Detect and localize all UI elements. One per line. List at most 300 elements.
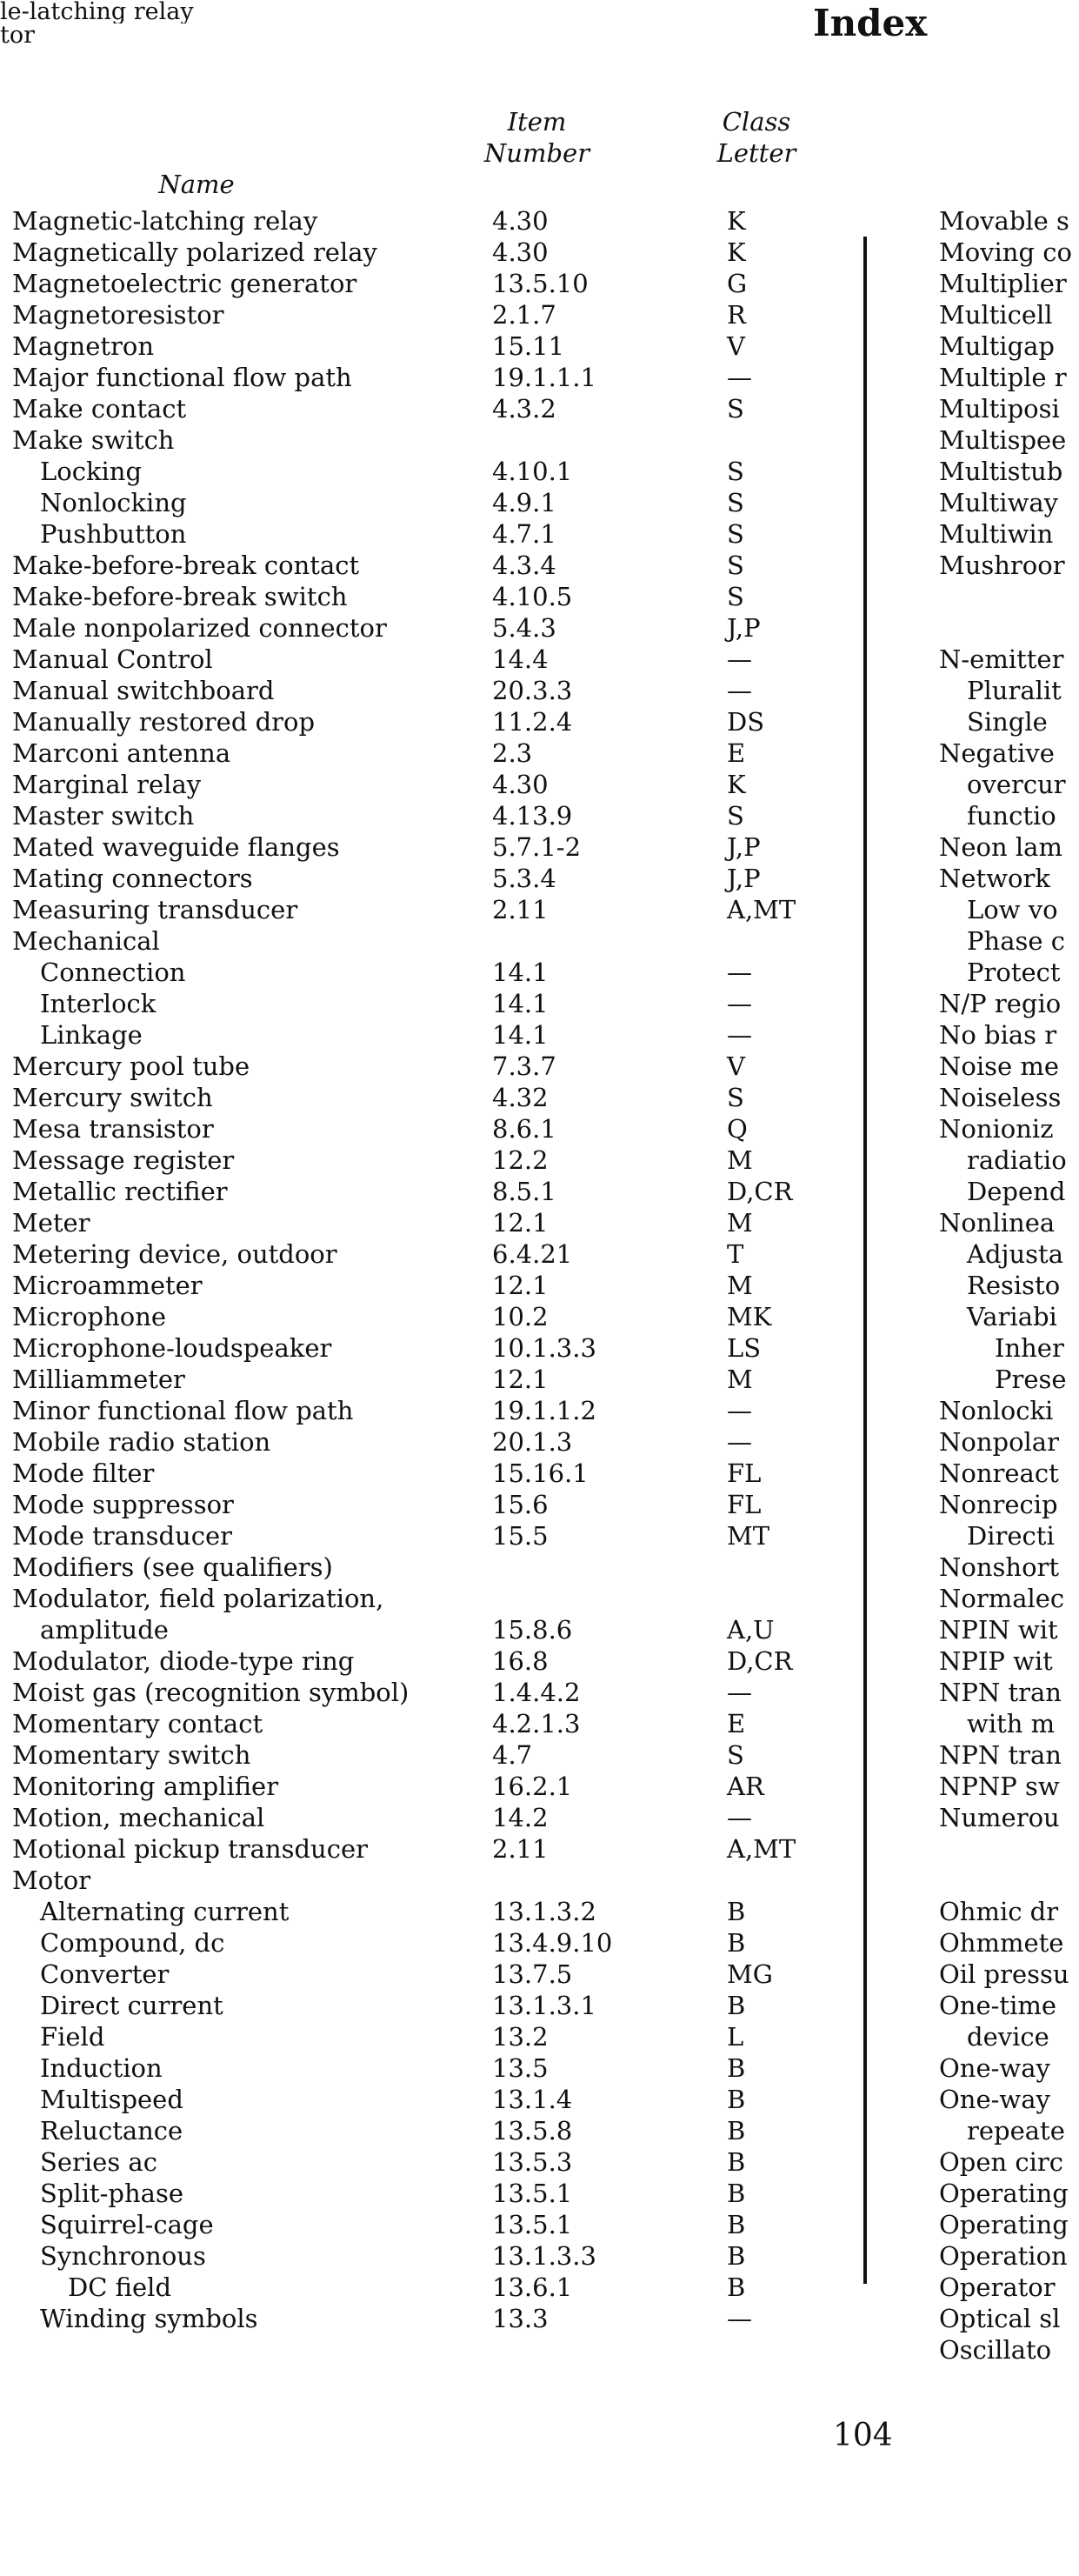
entry-class-letter: S <box>727 1740 744 1770</box>
right-index-entry <box>939 1927 1079 1959</box>
right-index-entry <box>939 894 1079 925</box>
entry-item-number: 16.2.1 <box>492 1772 573 1801</box>
entry-class-letter: — <box>727 1678 752 1707</box>
entry-name: Microphone-loudspeaker <box>12 1333 332 1363</box>
column-divider <box>863 237 867 2284</box>
right-entry-text: NPIP wit <box>939 1646 1053 1676</box>
right-entry-text: Multiwin <box>939 519 1054 549</box>
entry-item-number: 4.7 <box>492 1740 533 1770</box>
right-index-entry <box>939 988 1079 1019</box>
entry-class-letter: B <box>727 2116 746 2146</box>
right-entry-text: Operating <box>939 2210 1069 2239</box>
entry-name: Monitoring amplifier <box>12 1772 279 1801</box>
fragment-line-1: le-latching relay <box>0 0 194 23</box>
entry-name: Manually restored drop <box>12 707 316 737</box>
right-index-entry <box>939 1426 1079 1458</box>
entry-name: Momentary switch <box>12 1740 251 1770</box>
right-entry-text: Multistub <box>939 457 1063 486</box>
entry-class-letter: — <box>727 958 752 987</box>
right-entry-text: NPN tran <box>939 1740 1062 1770</box>
entry-name: Mating connectors <box>12 864 253 893</box>
right-entry-text: Optical sl <box>939 2304 1061 2333</box>
right-entry-text: Multiposi <box>939 394 1060 424</box>
right-index-entry <box>939 362 1079 393</box>
entry-class-letter: A,MT <box>727 1834 796 1864</box>
entry-name: Major functional flow path <box>12 363 352 392</box>
entry-item-number: 15.8.6 <box>492 1615 573 1645</box>
entry-class-letter: FL <box>727 1458 762 1488</box>
entry-name: Reluctance <box>40 2116 183 2146</box>
entry-class-letter: M <box>727 1145 753 1175</box>
right-index-entry <box>939 1207 1079 1238</box>
entry-class-letter: — <box>727 989 752 1018</box>
right-index-entry <box>939 1395 1079 1426</box>
entry-item-number: 4.30 <box>492 237 549 267</box>
right-index-entry <box>939 1332 1079 1364</box>
entry-item-number: 12.1 <box>492 1208 549 1238</box>
entry-name: Synchronous <box>40 2241 206 2271</box>
entry-class-letter: B <box>727 2241 746 2271</box>
right-index-entry <box>939 268 1079 299</box>
right-entry-text: Moving co <box>939 237 1072 267</box>
entry-item-number: 13.6.1 <box>492 2272 573 2302</box>
entry-name: Alternating current <box>40 1897 290 1926</box>
entry-item-number: 15.6 <box>492 1490 549 1519</box>
entry-name: Locking <box>40 457 143 486</box>
right-entry-text: NPNP sw <box>939 1772 1060 1801</box>
right-entry-text: Nonshort <box>939 1552 1060 1582</box>
right-entry-text: Operation <box>939 2241 1068 2271</box>
entry-item-number: 2.11 <box>492 1834 549 1864</box>
right-entry-text: NPN tran <box>939 1678 1062 1707</box>
entry-item-number: 10.1.3.3 <box>492 1333 596 1363</box>
right-index-entry <box>939 1552 1079 1583</box>
entry-class-letter: B <box>727 2272 746 2302</box>
entry-item-number: 5.3.4 <box>492 864 556 893</box>
entry-item-number: 14.1 <box>492 1020 549 1050</box>
right-entry-text: N/P regio <box>939 989 1062 1018</box>
right-index-entry <box>939 706 1079 737</box>
entry-name: Direct current <box>40 1991 223 2020</box>
right-entry-text: with m <box>967 1709 1056 1738</box>
entry-item-number: 5.4.3 <box>492 613 556 643</box>
right-entry-text: Oscillato <box>939 2335 1052 2365</box>
right-entry-text: Low vo <box>967 895 1058 924</box>
entry-name: Microammeter <box>12 1271 203 1300</box>
entry-name: Modifiers (see qualifiers) <box>12 1552 333 1582</box>
right-index-entry <box>939 1113 1079 1145</box>
right-entry-text: NPIN wit <box>939 1615 1058 1645</box>
right-index-entry <box>939 2303 1079 2334</box>
entry-name: Make contact <box>12 394 187 424</box>
entry-name: Multispeed <box>40 2085 183 2114</box>
entry-item-number: 4.30 <box>492 770 549 799</box>
entry-name: Marginal relay <box>12 770 202 799</box>
entry-item-number: 11.2.4 <box>492 707 573 737</box>
right-entry-text: One-way <box>939 2053 1050 2083</box>
entry-class-letter: Q <box>727 1114 748 1144</box>
entry-name: Series ac <box>40 2147 157 2177</box>
entry-class-letter: LS <box>727 1333 762 1363</box>
right-index-entry <box>939 1677 1079 1708</box>
right-entry-text: Numerou <box>939 1803 1060 1832</box>
right-index-entry <box>939 1301 1079 1332</box>
entry-item-number: 8.6.1 <box>492 1114 556 1144</box>
entry-name: Modulator, field polarization, <box>12 1584 384 1613</box>
page-number: 104 <box>833 2418 893 2453</box>
right-entry-text: radiatio <box>967 1145 1067 1175</box>
entry-name: Mesa transistor <box>12 1114 214 1144</box>
entry-name: Make switch <box>12 425 175 455</box>
right-index-entry <box>939 737 1079 769</box>
right-index-entry <box>939 675 1079 706</box>
right-index-entry <box>939 2115 1079 2146</box>
right-index-entry <box>939 330 1079 362</box>
right-index-entry <box>939 1270 1079 1301</box>
entry-item-number: 4.32 <box>492 1083 549 1112</box>
entry-name: Mercury pool tube <box>12 1051 250 1081</box>
right-entry-text: Depend <box>967 1177 1066 1206</box>
entry-name: Linkage <box>40 1020 143 1050</box>
right-entry-text: Prese <box>995 1365 1067 1394</box>
right-entry-text: Neon lam <box>939 832 1062 862</box>
entry-item-number: 13.4.9.10 <box>492 1928 613 1958</box>
right-index-entry <box>939 2146 1079 2178</box>
entry-item-number: 1.4.4.2 <box>492 1678 581 1707</box>
right-entry-text: N-emitter <box>939 644 1064 674</box>
entry-class-letter: A,MT <box>727 895 796 924</box>
entry-item-number: 8.5.1 <box>492 1177 556 1206</box>
entry-class-letter: E <box>727 738 746 768</box>
right-entry-text: Oil pressu <box>939 1959 1069 1989</box>
right-entry-text: Inher <box>995 1333 1064 1363</box>
right-index-entry <box>939 1802 1079 1833</box>
entry-class-letter: D,CR <box>727 1177 793 1206</box>
entry-class-letter: B <box>727 1928 746 1958</box>
entry-name: Field <box>40 2022 105 2052</box>
right-entry-text: Nonrecip <box>939 1490 1058 1519</box>
entry-class-letter: — <box>727 676 752 705</box>
header-name <box>0 137 393 200</box>
entry-item-number: 14.1 <box>492 989 549 1018</box>
right-entry-text: Operating <box>939 2179 1069 2208</box>
right-entry-text: Nonreact <box>939 1458 1059 1488</box>
entry-class-letter: V <box>727 1051 745 1081</box>
entry-class-letter: J,P <box>727 613 761 643</box>
right-index-entry <box>939 1614 1079 1645</box>
entry-class-letter: — <box>727 644 752 674</box>
entry-item-number: 7.3.7 <box>492 1051 556 1081</box>
right-index-entry <box>939 831 1079 863</box>
entry-class-letter: K <box>727 206 746 236</box>
entry-item-number: 13.5.1 <box>492 2179 573 2208</box>
entry-item-number: 13.2 <box>492 2022 549 2052</box>
entry-class-letter: A,U <box>727 1615 775 1645</box>
right-entry-text: Nonpolar <box>939 1427 1059 1457</box>
top-left-fragment <box>0 0 194 47</box>
right-entry-text: Mushroor <box>939 551 1065 580</box>
entry-item-number: 2.1.7 <box>492 300 556 330</box>
right-index-entry <box>939 1645 1079 1677</box>
right-index-entry <box>939 800 1079 831</box>
right-index-entry <box>939 1771 1079 1802</box>
right-entry-text: Multigap <box>939 331 1055 361</box>
entry-item-number: 4.30 <box>492 206 549 236</box>
entry-item-number: 13.1.3.1 <box>492 1991 596 2020</box>
entry-item-number: 16.8 <box>492 1646 549 1676</box>
right-entry-text: One-way <box>939 2085 1050 2114</box>
right-index-entry <box>939 550 1079 581</box>
entry-class-letter: B <box>727 2179 746 2208</box>
entry-item-number: 12.1 <box>492 1365 549 1394</box>
right-entry-text: Open circ <box>939 2147 1064 2177</box>
right-index-entry <box>939 2209 1079 2240</box>
entry-class-letter: AR <box>727 1772 764 1801</box>
entry-item-number: 15.16.1 <box>492 1458 589 1488</box>
right-entry-text: Ohmmete <box>939 1928 1064 1958</box>
entry-class-letter: S <box>727 801 744 831</box>
right-entry-text: device <box>967 2022 1049 2052</box>
index-right-column-cropped <box>939 205 1079 2366</box>
entry-item-number: 4.2.1.3 <box>492 1709 581 1738</box>
entry-item-number: 4.3.4 <box>492 551 556 580</box>
entry-name: Microphone <box>12 1302 167 1331</box>
entry-item-number: 13.5.10 <box>492 269 589 298</box>
right-index-entry <box>939 1019 1079 1051</box>
right-index-entry <box>939 644 1079 675</box>
right-entry-text: overcur <box>967 770 1066 799</box>
entry-item-number: 13.5.3 <box>492 2147 573 2177</box>
right-index-entry <box>939 925 1079 957</box>
entry-item-number: 12.1 <box>492 1271 549 1300</box>
header-item-number <box>465 106 609 169</box>
entry-name: Motion, mechanical <box>12 1803 265 1832</box>
entry-name: Mode filter <box>12 1458 155 1488</box>
header-item-line2: Number <box>483 138 590 168</box>
right-index-entry <box>939 487 1079 518</box>
entry-name: Manual Control <box>12 644 213 674</box>
entry-item-number: 14.4 <box>492 644 549 674</box>
right-entry-text: Protect <box>967 958 1061 987</box>
right-index-entry <box>939 205 1079 237</box>
entry-item-number: 13.5.1 <box>492 2210 573 2239</box>
entry-class-letter: L <box>727 2022 744 2052</box>
entry-class-letter: — <box>727 2304 752 2333</box>
entry-item-number: 13.7.5 <box>492 1959 573 1989</box>
right-index-entry <box>939 957 1079 988</box>
entry-class-letter: B <box>727 2147 746 2177</box>
entry-class-letter: S <box>727 457 744 486</box>
right-entry-text: Nonlinea <box>939 1208 1056 1238</box>
right-index-entry <box>939 1176 1079 1207</box>
entry-name: Mobile radio station <box>12 1427 271 1457</box>
entry-name: Magnetic-latching relay <box>12 206 318 236</box>
entry-name: Motional pickup transducer <box>12 1834 368 1864</box>
entry-item-number: 20.3.3 <box>492 676 573 705</box>
right-index-entry <box>939 1739 1079 1771</box>
entry-name: Mechanical <box>12 926 160 956</box>
entry-class-letter: S <box>727 519 744 549</box>
entry-item-number: 13.1.4 <box>492 2085 573 2114</box>
entry-name: Mercury switch <box>12 1083 213 1112</box>
right-index-entry <box>939 1458 1079 1489</box>
entry-name: Moist gas (recognition symbol) <box>12 1678 410 1707</box>
right-index-entry <box>939 1145 1079 1176</box>
right-entry-text: Negative <box>939 738 1055 768</box>
right-index-entry <box>939 1489 1079 1520</box>
right-index-entry <box>939 1520 1079 1552</box>
entry-item-number: 13.3 <box>492 2304 549 2333</box>
entry-item-number: 13.5.8 <box>492 2116 573 2146</box>
right-entry-text: Pluralit <box>967 676 1062 705</box>
right-entry-text: Variabi <box>967 1302 1057 1331</box>
entry-item-number: 15.11 <box>492 331 565 361</box>
right-entry-text: Multiplier <box>939 269 1067 298</box>
right-entry-text: Noise me <box>939 1051 1060 1081</box>
entry-name: Meter <box>12 1208 90 1238</box>
entry-name: Mated waveguide flanges <box>12 832 340 862</box>
entry-class-letter: M <box>727 1271 753 1300</box>
right-index-entry <box>939 393 1079 424</box>
entry-name: Winding symbols <box>40 2304 258 2333</box>
entry-class-letter: — <box>727 363 752 392</box>
entry-item-number: 12.2 <box>492 1145 549 1175</box>
right-index-entry <box>939 612 1079 644</box>
entry-class-letter: DS <box>727 707 765 737</box>
entry-class-letter: D,CR <box>727 1646 793 1676</box>
right-entry-text: Single <box>967 707 1048 737</box>
right-index-entry <box>939 2272 1079 2303</box>
entry-class-letter: MK <box>727 1302 772 1331</box>
right-index-entry <box>939 2052 1079 2084</box>
entry-item-number: 14.1 <box>492 958 549 987</box>
header-class-line1: Class <box>722 107 791 137</box>
entry-class-letter: B <box>727 2053 746 2083</box>
entry-item-number: 13.1.3.2 <box>492 1897 596 1926</box>
entry-name: Milliammeter <box>12 1365 185 1394</box>
entry-class-letter: — <box>727 1020 752 1050</box>
header-class-letter <box>696 106 817 169</box>
right-entry-text: functio <box>967 801 1056 831</box>
right-index-entry <box>939 769 1079 800</box>
entry-name: Make-before-break contact <box>12 551 360 580</box>
entry-class-letter: S <box>727 394 744 424</box>
entry-name: Make-before-break switch <box>12 582 348 611</box>
entry-name: Converter <box>40 1959 170 1989</box>
entry-item-number: 6.4.21 <box>492 1239 573 1269</box>
entry-name: Message register <box>12 1145 235 1175</box>
entry-name: Nonlocking <box>40 488 187 517</box>
right-entry-text: Normalec <box>939 1584 1065 1613</box>
entry-name: Momentary contact <box>12 1709 263 1738</box>
right-index-entry <box>939 424 1079 456</box>
entry-class-letter: J,P <box>727 832 761 862</box>
entry-item-number: 5.7.1-2 <box>492 832 582 862</box>
entry-name: Compound, dc <box>40 1928 225 1958</box>
header-item-line1: Item <box>507 107 567 137</box>
entry-class-letter: M <box>727 1365 753 1394</box>
right-index-entry <box>939 2084 1079 2115</box>
entry-class-letter: MT <box>727 1521 770 1551</box>
right-index-entry <box>939 237 1079 268</box>
right-index-entry <box>939 1708 1079 1739</box>
entry-name: DC field <box>68 2272 172 2302</box>
entry-name: Motor <box>12 1865 91 1895</box>
entry-name: Pushbutton <box>40 519 187 549</box>
right-index-entry <box>939 456 1079 487</box>
entry-item-number: 4.10.1 <box>492 457 573 486</box>
entry-item-number: 19.1.1.1 <box>492 363 596 392</box>
entry-class-letter: M <box>727 1208 753 1238</box>
right-index-entry <box>939 2240 1079 2272</box>
entry-name: Mode transducer <box>12 1521 232 1551</box>
entry-class-letter: R <box>727 300 746 330</box>
entry-class-letter: J,P <box>727 864 761 893</box>
entry-name: Split-phase <box>40 2179 184 2208</box>
entry-name: Manual switchboard <box>12 676 275 705</box>
entry-name: Induction <box>40 2053 163 2083</box>
right-entry-text: Multiway <box>939 488 1059 517</box>
entry-item-number: 15.5 <box>492 1521 549 1551</box>
entry-name: Magnetoresistor <box>12 300 224 330</box>
entry-item-number: 4.7.1 <box>492 519 556 549</box>
right-entry-text: Directi <box>967 1521 1055 1551</box>
entry-class-letter: B <box>727 2210 746 2239</box>
entry-item-number: 4.10.5 <box>492 582 573 611</box>
right-index-entry <box>939 299 1079 330</box>
entry-name: Squirrel-cage <box>40 2210 214 2239</box>
right-index-entry <box>939 1896 1079 1927</box>
right-entry-text: Operator <box>939 2272 1056 2302</box>
entry-class-letter: B <box>727 1897 746 1926</box>
entry-item-number: 14.2 <box>492 1803 549 1832</box>
page-title: Index <box>813 2 928 44</box>
entry-item-number: 13.5 <box>492 2053 549 2083</box>
entry-name: Male nonpolarized connector <box>12 613 387 643</box>
entry-class-letter: S <box>727 488 744 517</box>
right-index-entry <box>939 1959 1079 1990</box>
entry-item-number: 4.13.9 <box>492 801 573 831</box>
right-index-entry <box>939 581 1079 612</box>
entry-class-letter: V <box>727 331 745 361</box>
entry-class-letter: K <box>727 237 746 267</box>
entry-item-number: 2.3 <box>492 738 533 768</box>
header-class-line2: Letter <box>716 138 796 168</box>
entry-item-number: 19.1.1.2 <box>492 1396 596 1425</box>
right-index-entry <box>939 518 1079 550</box>
right-index-entry <box>939 1833 1079 1865</box>
entry-name: Connection <box>40 958 186 987</box>
entry-name: Magnetically polarized relay <box>12 237 377 267</box>
entry-class-letter: T <box>727 1239 744 1269</box>
entry-name: Metering device, outdoor <box>12 1239 337 1269</box>
right-entry-text: Noiseless <box>939 1083 1062 1112</box>
right-index-entry <box>939 1990 1079 2021</box>
right-index-entry <box>939 1082 1079 1113</box>
entry-name: Modulator, diode-type ring <box>12 1646 355 1676</box>
entry-class-letter: E <box>727 1709 746 1738</box>
right-index-entry <box>939 2334 1079 2366</box>
right-entry-text: Ohmic dr <box>939 1897 1059 1926</box>
entry-class-letter: S <box>727 1083 744 1112</box>
entry-class-letter: S <box>727 582 744 611</box>
entry-class-letter: — <box>727 1427 752 1457</box>
entry-name: amplitude <box>40 1615 169 1645</box>
right-index-entry <box>939 2178 1079 2209</box>
entry-class-letter: B <box>727 2085 746 2114</box>
right-entry-text: Multicell <box>939 300 1053 330</box>
entry-item-number: 20.1.3 <box>492 1427 573 1457</box>
